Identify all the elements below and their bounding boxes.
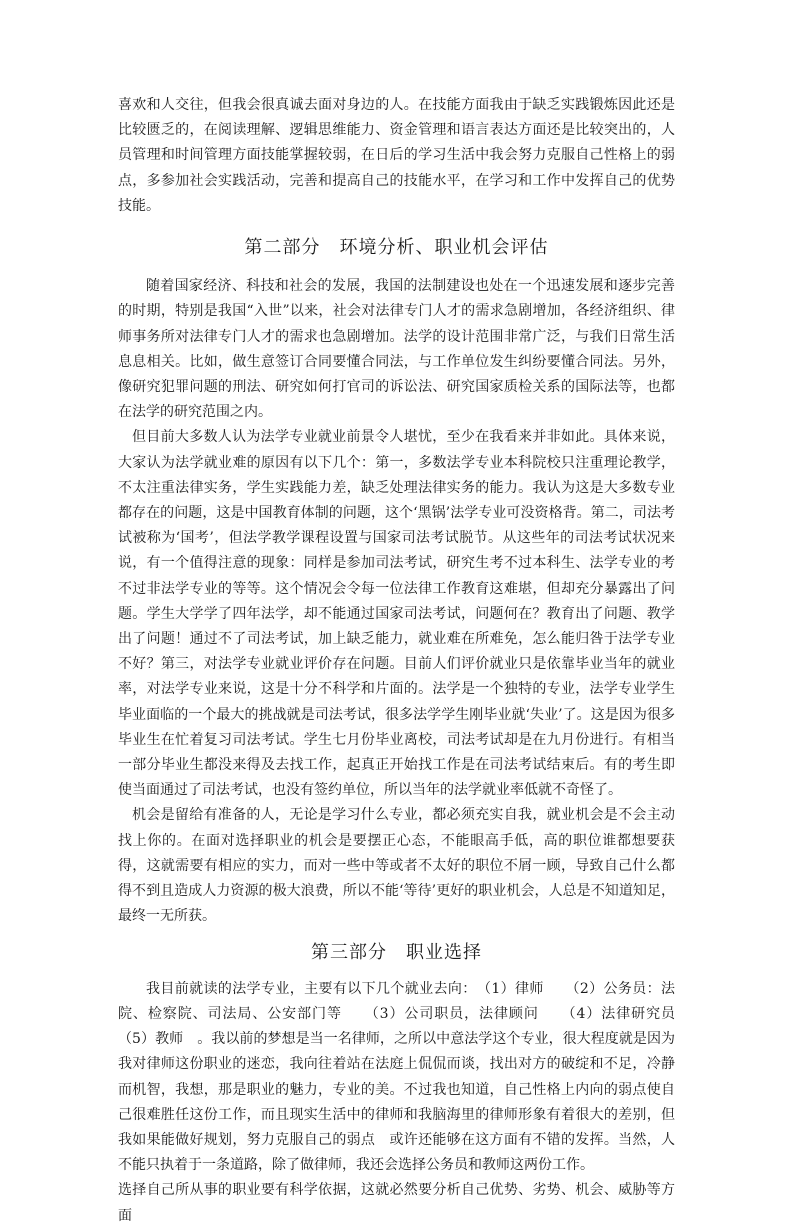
- section-2-paragraph-3: 机会是留给有准备的人，无论是学习什么专业，都必须充实自我，就业机会是不会主动找上你的。在面对选择职业的机会是要摆正心态，不能眼高手低，高的职位谁都想要获得，这就需要有相应的实力，而对一些中等或者不太好的职位不屑一顾，导致自己什么都得不到且造成人力资源的极大浪费，所以不能‘等待’更好的职业机会，人总是不知道知足，最终一无所获。: [118, 807, 675, 925]
- section-2-heading: 第二部分 环境分析、职业机会评估: [244, 237, 549, 259]
- section-2-paragraph-2: 但目前大多数人认为法学专业就业前景令人堪忧，至少在我看来并非如此。具体来说，大家认为法学就业难的原因有以下几个：第一，多数法学专业本科院校只注重理论教学，不太注重法律实务，学生实践能力差，缺乏处理法律实务的能力。我认为这是大多数专业都存在的问题，这是中国教育体制的问题，这个‘黑锅’法学专业可没资格背。第二，司法考试被称为‘国考’，但法学教学课程设置与国家司法考试脱节。从这些年的司法考试状况来说，有一个值得注意的现象：同样是参加司法考试，研究生考不过本科生、法学专业的考不过非法学专业的等等。这个情况会令每一位法律工作教育这难堪，但却充分暴露出了问题。学生大学学了四年法学，却不能通过国家司法考试，问题何在？教育出了问题、教学出了问题！通过不了司法考试，加上缺乏能力，就业难在所难免，怎么能归咎于法学专业不好？第三，对法学专业就业评价存在问题。目前人们评价就业只是依靠毕业当年的就业率，对法学专业来说，这是十分不科学和片面的。法学是一个独特的专业，法学专业学生毕业面临的一个最大的挑战就是司法考试，很多法学学生刚毕业就‘失业’了。这是因为很多毕业生在忙着复习司法考试。学生七月份毕业离校，司法考试却是在九月份进行。有相当一部分毕业生都没来得及去找工作，起真正开始找工作是在司法考试结束后。有的考生即使当面通过了司法考试，也没有签约单位，所以当年的法学就业率低就不奇怪了。: [118, 429, 675, 799]
- section-3-paragraph-2: 选择自己所从事的职业要有科学依据，这就必然要分析自己优势、劣势、机会、威胁等方面: [118, 1182, 675, 1224]
- intro-paragraph: 喜欢和人交往，但我会很真诚去面对身边的人。在技能方面我由于缺乏实践锻炼因此还是比较匮乏的，在阅读理解、逻辑思维能力、资金管理和语言表达方面还是比较突出的，人员管理和时间管理方面技能掌握较弱，在日后的学习生活中我会努力克服自己性格上的弱点，多参加社会实践活动，完善和提高自己的技能水平，在学习和工作中发挥自己的优势技能。: [118, 97, 675, 214]
- document-page: [118, 93, 703, 1229]
- section-2-paragraph-1: 随着国家经济、科技和社会的发展，我国的法制建设也处在一个迅速发展和逐步完善的时期，特别是我国“入世”以来，社会对法律专门人才的需求急剧增加，各经济组织、律师事务所对法律专门人才的需求也急剧增加。法学的设计范围非常广泛，与我们日常生活息息相关。比如，做生意签订合同要懂合同法，与工作单位发生纠纷要懂合同法。另外，像研究犯罪问题的刑法、研究如何打官司的诉讼法、研究国家质检关系的国际法等，也都在法学的研究范围之内。: [118, 278, 675, 421]
- section-3-paragraph-1: 我目前就读的法学专业，主要有以下几个就业去向： （1）律师 （2）公务员：法院、检察院、司法局、公安部门等 （3）公司职员，法律顾问 （4）法律研究员 （5）教师 。我以前的梦想是当一名律师，之所以中意法学这个专业，很大程度就是因为我对律师这份职业的迷恋，我向往着站在法庭上侃侃而谈，找出对方的破绽和不足，冷静而机智，我想，那是职业的魅力，专业的美。不过我也知道，自己性格上内向的弱点使自己很难胜任这份工作，而且现实生活中的律师和我脑海里的律师形象有着很大的差别，但我如果能做好规划，努力克服自己的弱点 或许还能够在这方面有不错的发挥。当然，人不能只执着于一条道路，除了做律师，我还会选择公务员和教师这两份工作。: [118, 980, 703, 1174]
- section-3-heading: 第三部分 职业选择: [311, 941, 482, 963]
